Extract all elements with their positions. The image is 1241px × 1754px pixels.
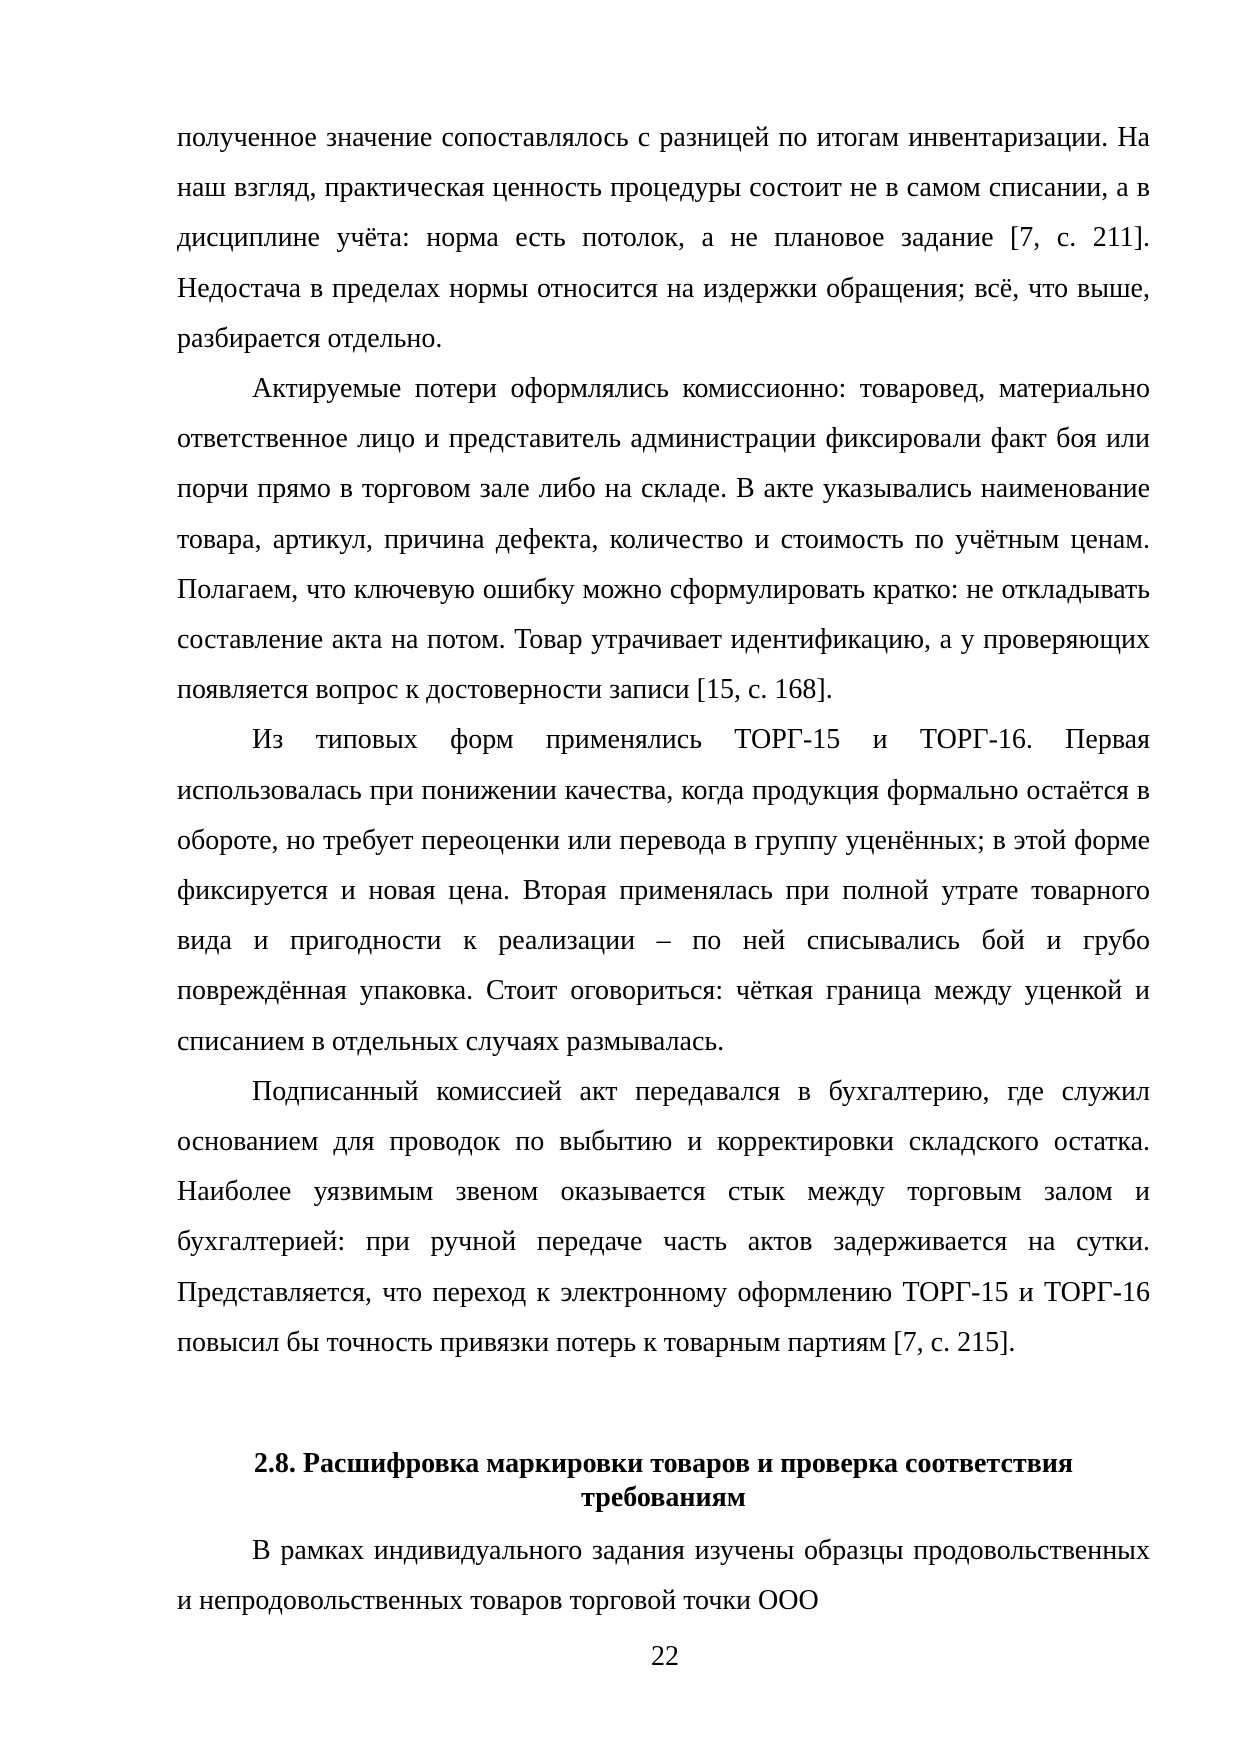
paragraph-accounting: Подписанный комиссией акт передавался в бухгалтерию, где служил основанием для проводок по выбытию и корректировки складского остатка. Наиболее уязвимым звеном оказывается стык между торговым залом и бухгалтерией: при ручной передаче часть актов задерживается на сутки. Представляется, что переход к электронному оформлению ТОРГ-15 и ТОРГ-16 повысил бы точность привязки потерь к товарным партиям [7, с. 215]. <box>177 1075 1150 1358</box>
paragraph-continuation: полученное значение сопоставлялось с разницей по итогам инвентаризации. На наш взгляд, практическая ценность процедуры состоит не в самом списании, а в дисциплине учёта: норма есть потолок, а не плановое задание [7, с. 211]. Недостача в пределах нормы относится на издержки обращения; всё, что выше, разбирается отдельно. <box>177 122 1150 354</box>
body-text-top <box>177 113 1150 1368</box>
section-heading: 2.8. Расшифровка маркировки товаров и проверка соответствия требованиям <box>253 1448 1074 1513</box>
paragraph-forms: Из типовых форм применялись ТОРГ-15 и ТОРГ-16. Первая использовалась при понижении качества, когда продукция формально остаётся в обороте, но требует переоценки или перевода в группу уценённых; в этой форме фиксируется и новая цена. Вторая применялась при полной утрате товарного вида и пригодности к реализации – по ней списывались бой и грубо повреждённая упаковка. Стоит оговориться: чёткая граница между уценкой и списанием в отдельных случаях размывалась. <box>177 724 1150 1057</box>
body-text-bottom <box>177 1526 1150 1626</box>
paragraph-acts: Актируемые потери оформлялись комиссионно: товаровед, материально ответственное лицо и представитель администрации фиксировали факт боя или порчи прямо в торговом зале либо на складе. В акте указывались наименование товара, артикул, причина дефекта, количество и стоимость по учётным ценам. Полагаем, что ключевую ошибку можно сформулировать кратко: не откладывать составление акта на потом. Товар утрачивает идентификацию, а у проверяющих появляется вопрос к достоверности записи [15, с. 168]. <box>177 373 1150 706</box>
page-number: 22 <box>651 1641 679 1672</box>
paragraph-section-intro: В рамках индивидуального задания изучены образцы продовольственных и непродовольственных товаров торговой точки ООО <box>177 1535 1150 1617</box>
